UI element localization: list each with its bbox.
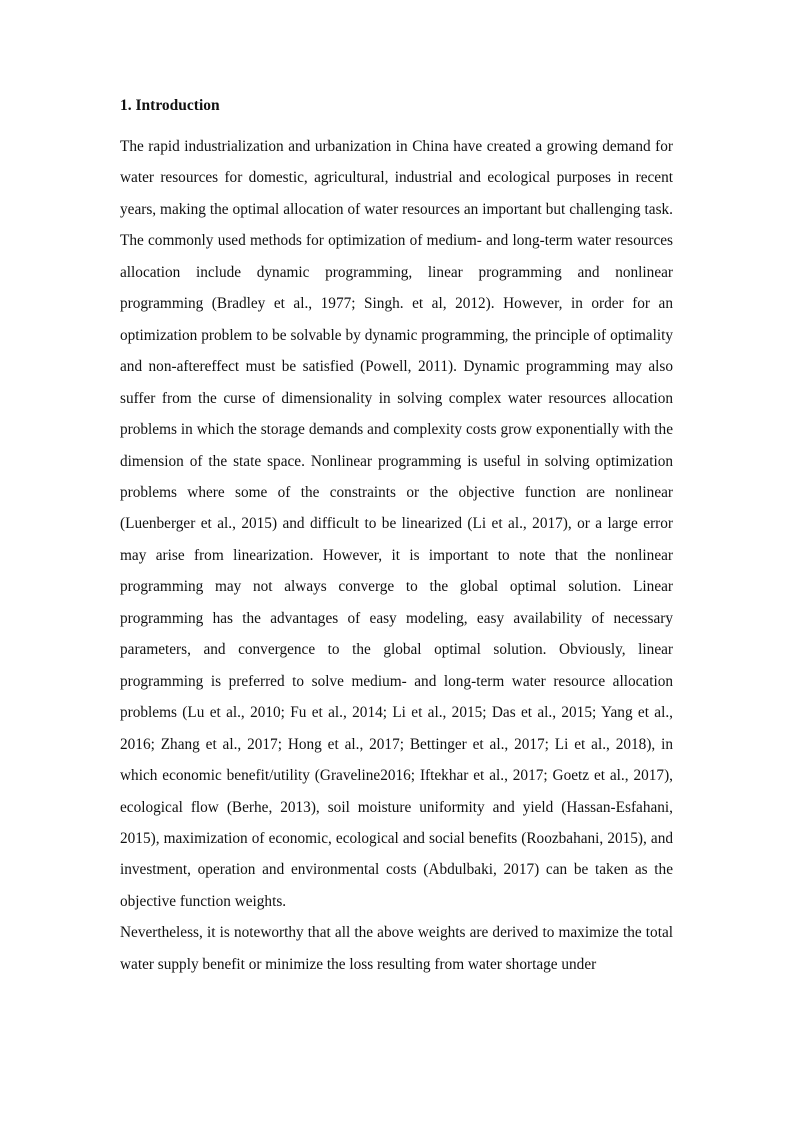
paragraph-introduction-1: The rapid industrialization and urbanization in China have created a growing demand for water resources for domestic, agricultural, industrial and ecological purposes in recent years, making the optimal allocation of water resources an important but challenging task. The commonly used methods for optimization of medium- and long-term water resources allocation include dynamic programming, linear programming and nonlinear programming (Bradley et al., 1977; Singh. et al, 2012). However, in order for an optimization problem to be solvable by dynamic programming, the principle of optimality and non-aftereffect must be satisfied (Powell, 2011). Dynamic programming may also suffer from the curse of dimensionality in solving complex water resources allocation problems in which the storage demands and complexity costs grow exponentially with the dimension of the state space. Nonlinear programming is useful in solving optimization problems where some of the constraints or the objective function are nonlinear (Luenberger et al., 2015) and difficult to be linearized (Li et al., 2017), or a large error may arise from linearization. However, it is important to note that the nonlinear programming may not always converge to the global optimal solution. Linear programming has the advantages of easy modeling, easy availability of necessary parameters, and convergence to the global optimal solution. Obviously, linear programming is preferred to solve medium- and long-term water resource allocation problems (Lu et al., 2010; Fu et al., 2014; Li et al., 2015; Das et al., 2015; Yang et al., 2016; Zhang et al., 2017; Hong et al., 2017; Bettinger et al., 2017; Li et al., 2018), in which economic benefit/utility (Graveline2016; Iftekhar et al., 2017; Goetz et al., 2017), ecological flow (Berhe, 2013), soil moisture uniformity and yield (Hassan-Esfahani, 2015), maximization of economic, ecological and social benefits (Roozbahani, 2015), and investment, operation and environmental costs (Abdulbaki, 2017) can be taken as the objective function weights. <box>120 138 673 910</box>
document-page <box>120 93 673 980</box>
section-heading: 1. Introduction <box>120 97 220 114</box>
paragraph-introduction-2: Nevertheless, it is noteworthy that all the above weights are derived to maximize the total water supply benefit or minimize the loss resulting from water shortage under <box>120 924 673 973</box>
